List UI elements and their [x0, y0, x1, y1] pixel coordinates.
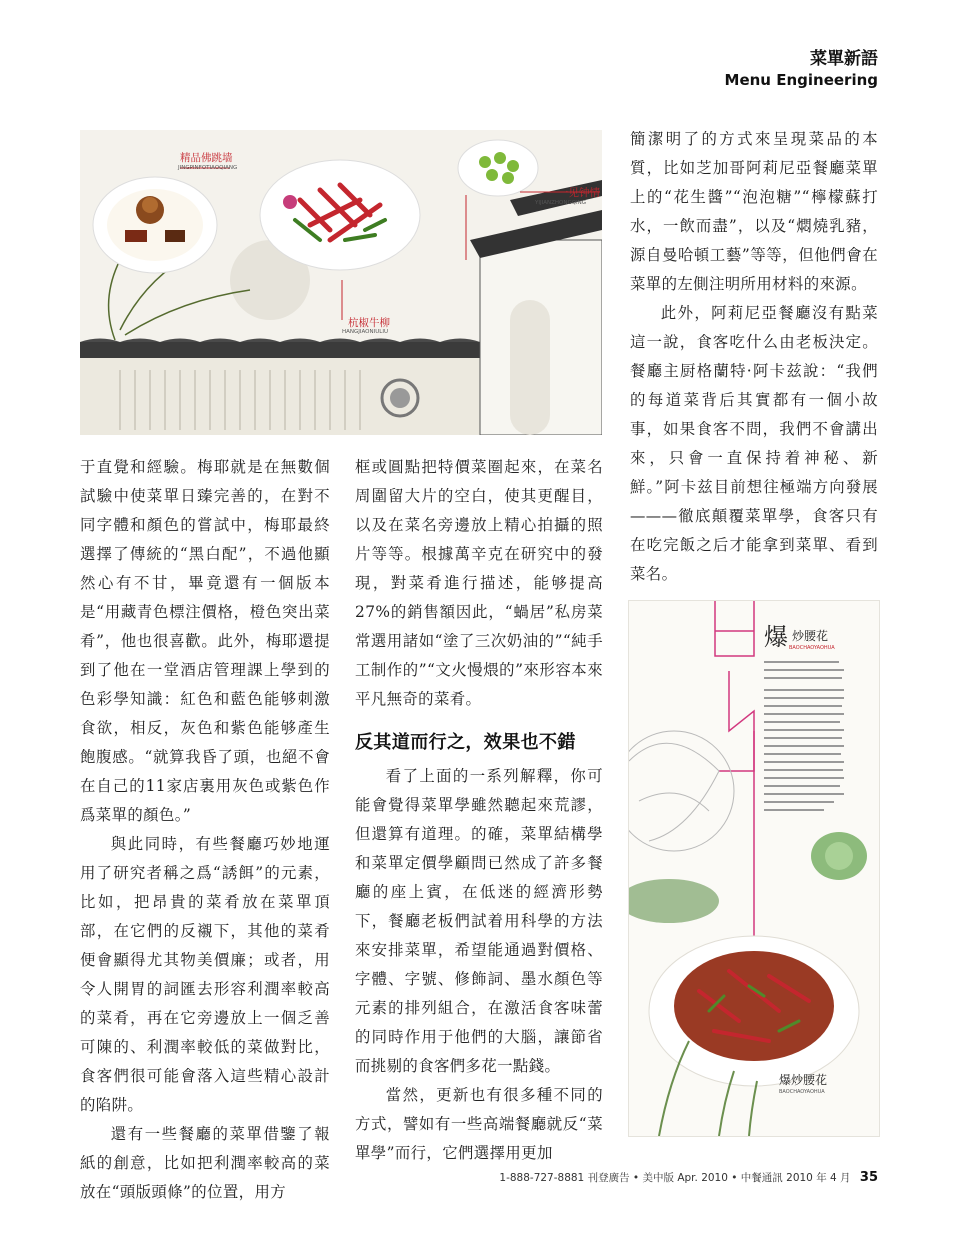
- col2-paragraph-3: 當然，更新也有很多種不同的方式，譬如有一些高端餐廳就反“菜單學”而行，它們選擇用更加: [355, 1086, 603, 1162]
- article-column-1: [80, 453, 330, 1207]
- dish1-label: 精品佛跳墙: [180, 152, 233, 164]
- col2-paragraph-2: 看了上面的一系列解釋，你可能會覺得菜單學雖然聽起來荒謬，但還算有道理。的確，菜單結構學和菜單定價學顧問已然成了許多餐廳的座上賓，在低迷的經濟形勢下，餐廳老板們試着用科學的方法來安排菜單，希望能通過對價格、字體、字號、修飾詞、墨水顏色等元素的排列組合，在激活食客味蕾的同時作用于他們的大腦，讓節省而挑剔的食客們多花一點錢。: [355, 767, 603, 1075]
- footer-issue-en: Apr. 2010: [677, 1172, 728, 1184]
- section-title-zh: 菜單新語: [810, 49, 878, 69]
- article-column-3: [630, 125, 878, 589]
- dish3-label: 杭椒牛柳: [348, 317, 390, 329]
- card-title-rest: 炒腰花: [792, 629, 829, 643]
- card-bottom-pinyin: BAOCHAOYAOHUA: [779, 1089, 825, 1095]
- section-header: [725, 48, 878, 90]
- menu-card-illustration: [629, 601, 879, 1136]
- col1-paragraph-3: 還有一些餐廳的菜單借鑒了報紙的創意，比如把利潤率較高的菜放在“頭版頭條”的位置，用方: [80, 1125, 330, 1201]
- col3-paragraph-2: 此外，阿莉尼亞餐廳沒有點菜這一說，食客吃什么由老板決定。餐廳主厨格蘭特·阿卡兹說：“我們的每道菜背后其實都有一個小故事，如果食客不問，我們不會講出來，只會一直保持着神秘、新鮮。”阿卡兹目前想往極端方向發展———徹底顛覆菜單學，食客只有在吃完飯之后才能拿到菜單、看到菜名。: [630, 304, 878, 583]
- col1-paragraph-1: 于直覺和經驗。梅耶就是在無數個試驗中使菜單日臻完善的，在對不同字體和顏色的嘗試中，梅耶最終選擇了傳統的“黑白配”，不過他顯然心有不甘，畢竟還有一個版本是“用藏青色標注價格，橙色突出菜肴”，他也很喜歡。此外，梅耶還提到了他在一堂酒店管理課上學到的色彩學知識：紅色和藍色能够刺激食欲，相反，灰色和紫色能够產生飽腹感。“就算我昏了頭，也絕不會在自己的11家店裏用灰色或紫色作爲菜單的顏色。”: [80, 458, 330, 824]
- footer-ad-text: 刊登廣告 • 美中版: [587, 1172, 674, 1184]
- col1-paragraph-2: 與此同時，有些餐廳巧妙地運用了研究者稱之爲“誘餌”的元素，比如，把昂貴的菜肴放在菜單頂部，在它們的反襯下，其他的菜肴便會顯得尤其物美價廉；或者，用令人開胃的詞匯去形容利潤率較高的菜肴，再在它旁邊放上一個乏善可陳的、利潤率較低的菜做對比，食客們很可能會落入這些精心設計的陷阱。: [80, 835, 330, 1114]
- section-title-en: Menu Engineering: [724, 71, 878, 89]
- hero-illustration: [80, 130, 602, 435]
- card-pinyin: BAOCHAOYAOHUA: [789, 645, 835, 651]
- footer-phone: 1-888-727-8881: [499, 1172, 585, 1184]
- card-bottom-label: 爆炒腰花: [779, 1073, 828, 1087]
- menu-card-image: [628, 600, 880, 1137]
- article-column-2: [355, 453, 603, 1168]
- col3-paragraph-1: 簡潔明了的方式來呈現菜品的本質，比如芝加哥阿莉尼亞餐廳菜單上的“花生醬”“泡泡糖”“檸檬蘇打水，一飲而盡”，以及“燜燒乳豬，源自曼哈頓工藝”等等，但他們會在菜單的左側注明所用材料的來源。: [630, 130, 878, 293]
- subheading: 反其道而行之，效果也不錯: [355, 732, 576, 753]
- card-title-big: 爆: [764, 623, 788, 651]
- dish1-pinyin: JINGPINFOTIAOQIANG: [178, 165, 238, 171]
- footer-issue-zh: 2010 年 4 月: [786, 1172, 851, 1184]
- col2-paragraph-1: 框或圓點把特價菜圈起來，在菜名周圍留大片的空白，使其更醒目，以及在菜名旁邊放上精心拍攝的照片等等。根據萬辛克在研究中的發現，對菜肴進行描述，能够提高27%的銷售額因此，“蝸居”私房菜常選用諸如“塗了三次奶油的”“純手工制作的”“文火慢煨的”來形容本來平凡無奇的菜肴。: [355, 458, 603, 708]
- dish2-pinyin: YIJIANZHONGQING: [535, 200, 587, 206]
- dish3-pinyin: HANGJIAONIULIU: [342, 329, 388, 335]
- hero-image: [80, 130, 602, 435]
- page-number: 35: [859, 1170, 878, 1185]
- page-footer: [470, 1170, 878, 1185]
- dish2-label: 一见钟情: [558, 187, 600, 199]
- footer-publication: • 中餐通訊: [731, 1172, 783, 1184]
